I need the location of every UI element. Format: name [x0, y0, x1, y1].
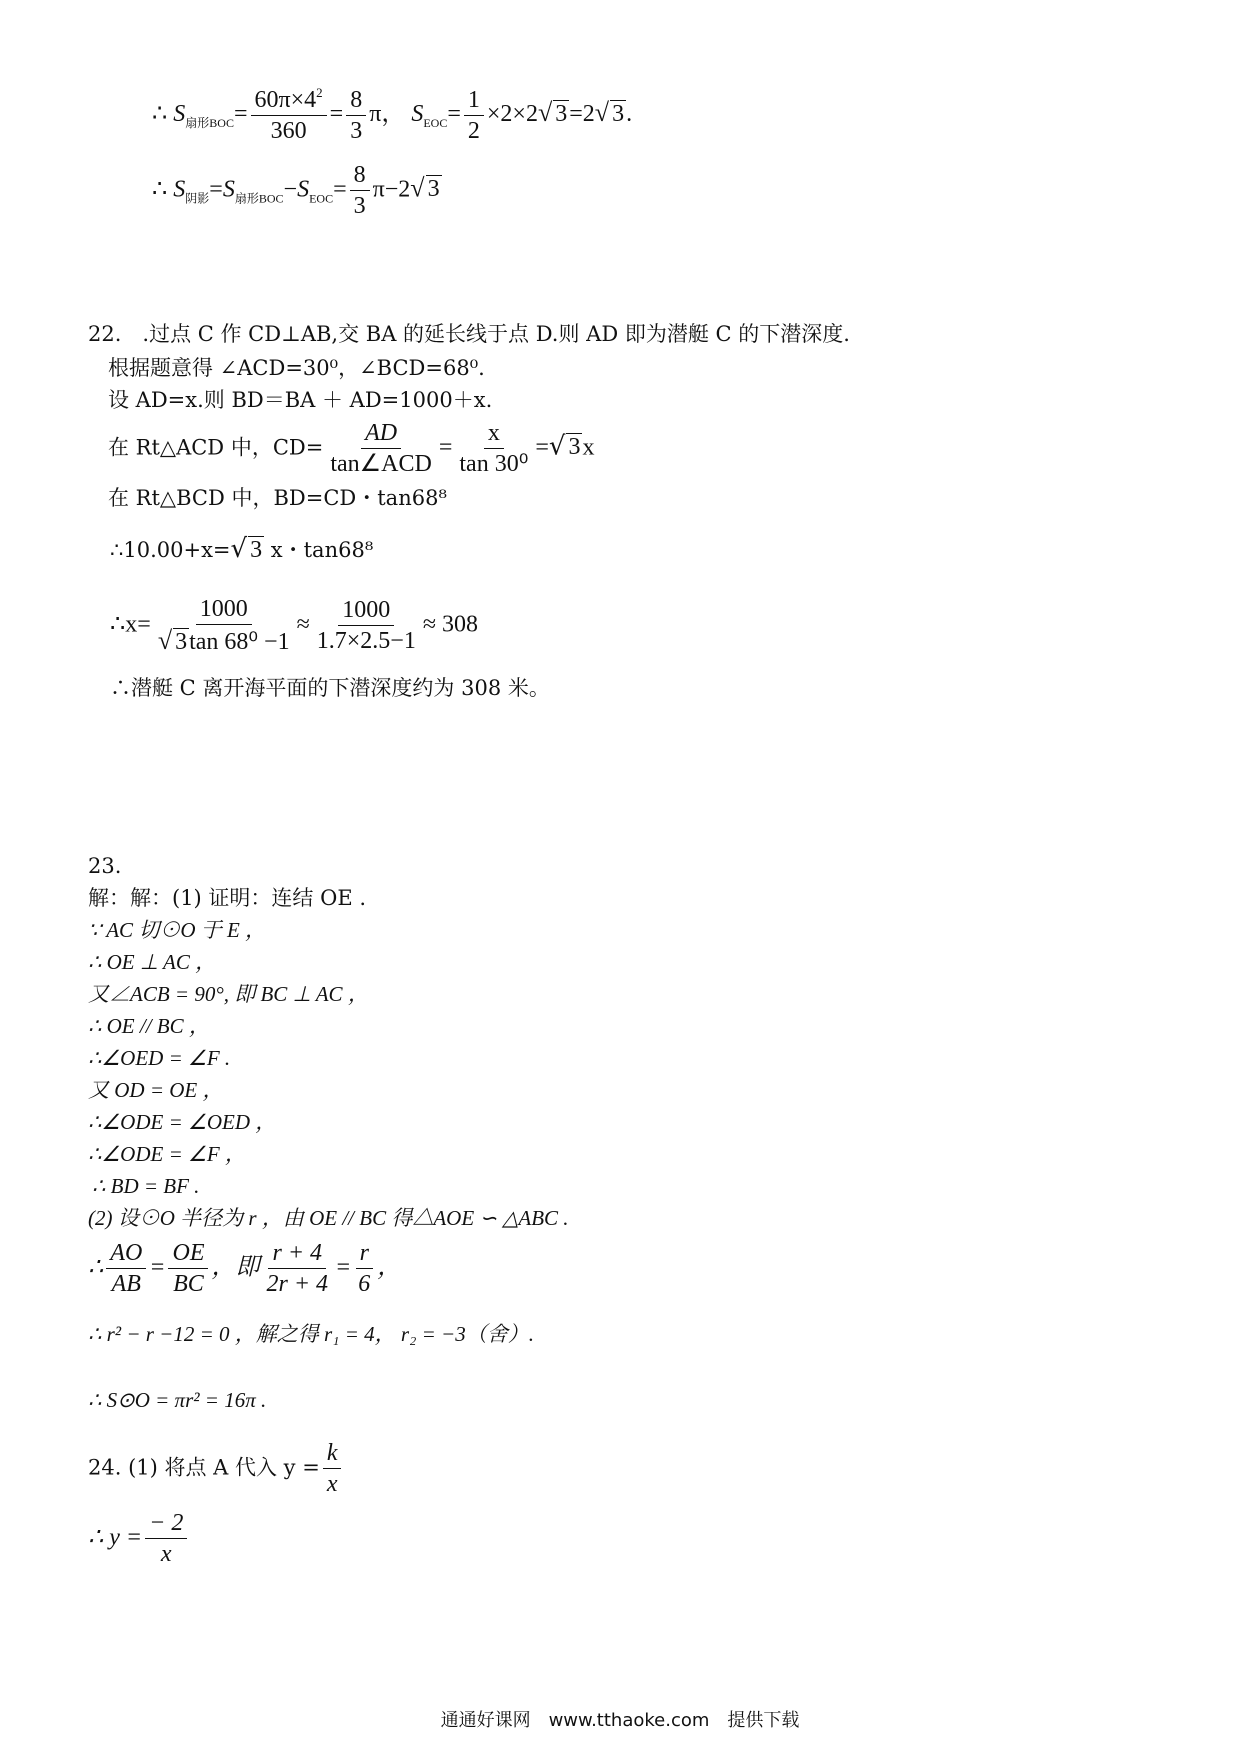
- q22-line6: ∴10.00+x=√ 3 x・tan68⁸: [110, 534, 374, 564]
- fraction: $\frac{60\pi\times 4^2}{360}$: [251, 86, 327, 145]
- q24-line1: 24. (1) 将点 A 代入 y = $\frac{k}{x}$: [88, 1440, 344, 1498]
- q23-number: 23.: [88, 854, 122, 878]
- q23-line1: 解：解：(1) 证明：连结 OE .: [88, 886, 366, 910]
- fraction: $\frac{k}{x}$: [323, 1440, 342, 1498]
- q23-line13: ∴ r² − r −12 = 0 ，解之得 r₁ = 4， r₂ = −3（舍）.: [88, 1322, 534, 1346]
- q23-line7: 又 OD = OE ，: [88, 1078, 224, 1102]
- q22-line4: 在 Rt△ACD 中，CD= $\frac{AD}{\text{tan∠ACD}}$ = $\frac{x}{\text{tan 30⁰}}$ =√ 3x: [108, 420, 595, 478]
- s21-line2: ∴ $S_{阴影}=S_{扇形BOC}-S_{EOC}=$ $\frac{8}{3}$ π−2√ 3: [152, 162, 440, 220]
- q22-line3: 设 AD=x.则 BD＝BA ＋ AD=1000＋x.: [108, 388, 493, 412]
- q23-line8: ∴∠ODE = ∠OED ，: [88, 1110, 277, 1134]
- fraction: $\frac{r + 4}{2r + 4}$: [266, 1240, 329, 1298]
- q23-line2: ∵ AC 切⊙O 于 E ，: [88, 918, 267, 942]
- fraction: $\frac{x}{\text{tan 30⁰}}$: [459, 420, 529, 478]
- q23-line4: 又∠ACB = 90°, 即 BC ⊥ AC ，: [88, 982, 369, 1006]
- q23-line3: ∴ OE ⊥ AC ，: [88, 950, 217, 974]
- fraction: $\frac{1}{2}$: [464, 87, 484, 145]
- q22-line5: 在 Rt△BCD 中，BD=CD・tan68⁸: [108, 486, 447, 510]
- fraction: $\frac{1000}{1.7\times 2.5-1}$: [316, 597, 416, 655]
- q23-line12: ∴ $\frac{AO}{AB}$ = $\frac{OE}{BC}$ ，即 $\frac{r + 4}{2r + 4}$ = $\frac{r}{6}$ ，: [88, 1240, 402, 1298]
- fraction: $\frac{AD}{\text{tan∠ACD}}$: [330, 420, 432, 478]
- fraction: $\frac{AO}{AB}$: [106, 1240, 146, 1298]
- q23-line11: (2) 设⊙O 半径为 r ，由 OE // BC 得△AOE ∽ △ABC .: [88, 1206, 569, 1230]
- q23-line9: ∴∠ODE = ∠F ，: [88, 1142, 246, 1166]
- fraction: $\frac{r}{6}$: [354, 1240, 374, 1298]
- q23-line5: ∴ OE // BC ，: [88, 1014, 210, 1038]
- fraction: $\frac{8}{3}$: [350, 162, 370, 220]
- s21-line1: ∴ $S_{扇形BOC}=$ $\frac{60\pi\times 4^2}{360}$ = $\frac{8}{3}$ π， $S_{EOC}=$ $\frac{1}{2}$ ×2×2√ 3=2√ 3.: [152, 85, 633, 145]
- q22-line7: ∴x= $\frac{1000}{\text{√ 3tan 68⁰ −1}}$ ≈ $\frac{1000}{1.7\times 2.5-1}$ ≈ 308: [110, 596, 478, 656]
- fraction: $\frac{8}{3}$: [346, 87, 366, 145]
- q22-line2: 根据题意得 ∠ACD=30⁰，∠BCD=68⁰.: [108, 356, 485, 380]
- q23-line14: ∴ S⊙O = πr² = 16π .: [88, 1388, 267, 1412]
- q22-line8: ∴潜艇 C 离开海平面的下潜深度约为 308 米。: [110, 676, 550, 700]
- page-footer: 通通好课网 www.tthaoke.com 提供下载: [440, 1710, 800, 1731]
- q23-line10: ∴ BD = BF .: [92, 1174, 200, 1198]
- fraction: $\frac{OE}{BC}$: [168, 1240, 208, 1298]
- q23-line6: ∴∠OED = ∠F .: [88, 1046, 231, 1070]
- fraction: $\frac{1000}{\text{√ 3tan 68⁰ −1}}$: [157, 596, 290, 656]
- fraction: $\frac{- 2}{x}$: [145, 1510, 187, 1568]
- q22-line1: 22. .过点 C 作 CD⊥AB,交 BA 的延长线于点 D.则 AD 即为潜艇 C 的下潜深度.: [88, 322, 850, 346]
- q24-line2: ∴ y = $\frac{- 2}{x}$: [88, 1510, 190, 1568]
